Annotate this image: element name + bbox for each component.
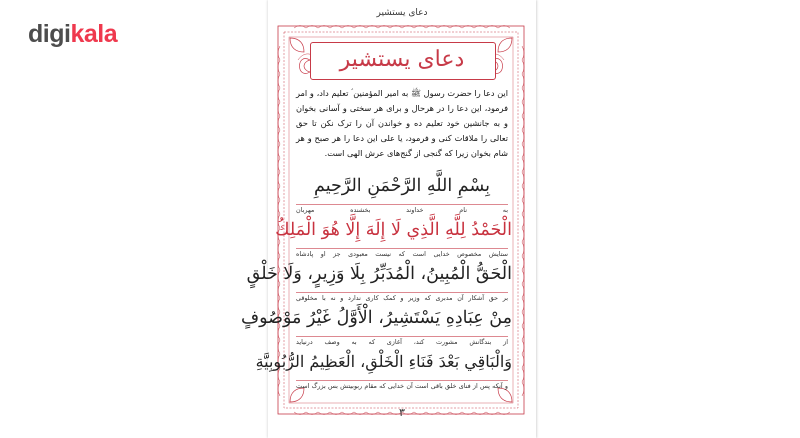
book-page-image[interactable] bbox=[240, 0, 536, 438]
verse-arabic: وَالْبَاقِي بَعْدَ فَنَاءِ الْخَلْقِ، الْعَظِيمُ الرُّبُوبِيَّةِ bbox=[255, 352, 512, 371]
verse-translation: بر حق آشکار آن مدبری که وزیر و کمک کاری ندارد و نه با مخلوقی bbox=[296, 294, 508, 302]
prayer-title: دعای یستشیر bbox=[339, 47, 465, 72]
verse-translation: و آنکه پس از فنای خلق باقی است آن خدایی که مقام ربوبیتش بس بزرگ است bbox=[296, 382, 508, 390]
verse-divider bbox=[296, 292, 508, 293]
verse-translation: ستایش مخصوص خدایی است که نیست معبودی جز او پادشاه bbox=[296, 250, 508, 258]
verse-divider bbox=[296, 336, 508, 337]
verse-translation: از بندگانش مشورت کند، آغازی که به وصف درنیاید bbox=[296, 338, 508, 346]
intro-paragraph: این دعا را حضرت رسول ﷺ به امیر المؤمنین ؑ تعلیم داد، و امر فرمود، این دعا را در هرحال و برای هر سختی و آسانی بخوان و به جانشین خود تعلیم ده و خواندن آن را ترک نکن تا حق تعالی را ملاقات کنی و فرمود، یا علی این دعا را هر صبح و هر شام بخوان زیرا که گنجی از گنج‌های عرش الهی است. bbox=[296, 88, 508, 158]
logo-text-digi: digi bbox=[28, 20, 71, 48]
verse-arabic: بِسْمِ اللَّهِ الرَّحْمَنِ الرَّحِيمِ bbox=[314, 176, 490, 196]
verse-arabic: مِنْ عِبَادِهِ يَسْتَشِيرُ، الْأَوَّلُ غَيْرُ مَوْصُوفٍ bbox=[240, 308, 512, 328]
site-logo[interactable] bbox=[28, 20, 117, 49]
verse-arabic: الْحَمْدُ لِلَّهِ الَّذِي لَا إِلَهَ إِلَّا هُوَ الْمَلِكُ bbox=[275, 220, 512, 240]
verse-divider bbox=[296, 380, 508, 381]
verse-arabic: الْحَقُّ الْمُبِينُ، الْمُدَبِّرُ بِلَا وَزِيرٍ، وَلَا خَلْقٍ bbox=[246, 264, 512, 284]
running-head: دعای یستشیر bbox=[376, 8, 428, 18]
verse-divider bbox=[296, 248, 508, 249]
verse-translation: به نام خداوند بخشنده مهربان bbox=[296, 206, 508, 214]
logo-text-kala: kala bbox=[70, 20, 118, 48]
verse-divider bbox=[296, 204, 508, 205]
page-number: ٣ bbox=[399, 406, 405, 419]
